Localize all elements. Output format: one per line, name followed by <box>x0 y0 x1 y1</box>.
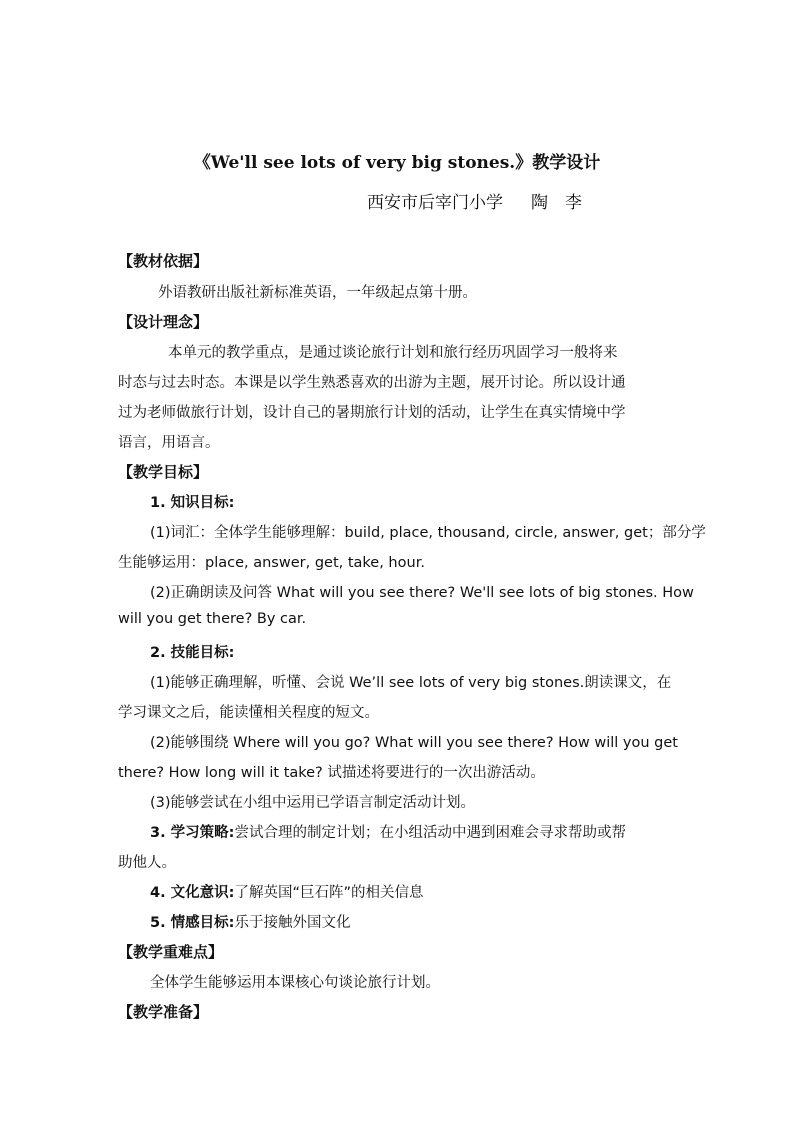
skill-line: (3)能够尝试在小组中运用已学语言制定活动计划。 <box>150 795 476 811</box>
knowledge-line: (2)正确朗读及问答 What will you see there? We'll see lots of big stones. How <box>150 585 694 601</box>
strategy-label: 3. 学习策略: <box>150 825 235 841</box>
section-heading-concept: 【设计理念】 <box>118 313 209 331</box>
strategy-text-cont: 助他人。 <box>118 855 176 871</box>
knowledge-goal-title: 1. 知识目标: <box>150 495 235 511</box>
author-line <box>367 188 582 213</box>
strategy-text: 尝试合理的制定计划；在小组活动中遇到困难会寻求帮助或帮 <box>234 825 626 841</box>
knowledge-line: will you get there? By car. <box>118 611 307 627</box>
skill-line: (1)能够正确理解，听懂、会说 We’ll see lots of very big stones.朗读课文，在 <box>150 675 672 691</box>
section-heading-keypoints: 【教学重难点】 <box>118 943 224 961</box>
concept-line: 本单元的教学重点，是通过谈论旅行计划和旅行经历巩固学习一般将来 <box>168 345 618 361</box>
concept-line: 过为老师做旅行计划，设计自己的暑期旅行计划的活动，让学生在真实情境中学 <box>118 405 626 421</box>
section-heading-prep: 【教学准备】 <box>118 1003 209 1021</box>
culture-goal <box>150 881 423 902</box>
concept-line: 时态与过去时态。本课是以学生熟悉喜欢的出游为主题，展开讨论。所以设计通 <box>118 375 626 391</box>
author-school: 西安市后宰门小学 <box>367 193 503 213</box>
strategy-goal <box>150 821 626 842</box>
skill-line: 学习课文之后，能读懂相关程度的短文。 <box>118 705 379 721</box>
skill-line: there? How long will it take? 试描述将要进行的一次出游活动。 <box>118 765 545 781</box>
document-title: 《We'll see lots of very big stones.》教学设计 <box>193 153 601 173</box>
section-heading-goals: 【教学目标】 <box>118 463 209 481</box>
concept-line: 语言，用语言。 <box>118 435 220 451</box>
culture-label: 4. 文化意识: <box>150 885 235 901</box>
section-heading-basis: 【教材依据】 <box>118 252 209 270</box>
skill-line: (2)能够围绕 Where will you go? What will you see there? How will you get <box>150 735 678 751</box>
emotion-text: 乐于接触外国文化 <box>234 915 351 931</box>
emotion-label: 5. 情感目标: <box>150 915 235 931</box>
knowledge-line: 生能够运用：place, answer, get, take, hour. <box>118 555 425 571</box>
culture-text: 了解英国“巨石阵”的相关信息 <box>234 885 424 901</box>
skill-goal-title: 2. 技能目标: <box>150 645 235 661</box>
keypoints-text: 全体学生能够运用本课核心句谈论旅行计划。 <box>150 975 440 991</box>
basis-text: 外语教研出版社新标准英语，一年级起点第十册。 <box>158 285 477 301</box>
author-name: 陶 李 <box>531 193 582 213</box>
knowledge-line: (1)词汇：全体学生能够理解：build, place, thousand, circle, answer, get；部分学 <box>150 525 706 541</box>
emotion-goal <box>150 911 350 932</box>
